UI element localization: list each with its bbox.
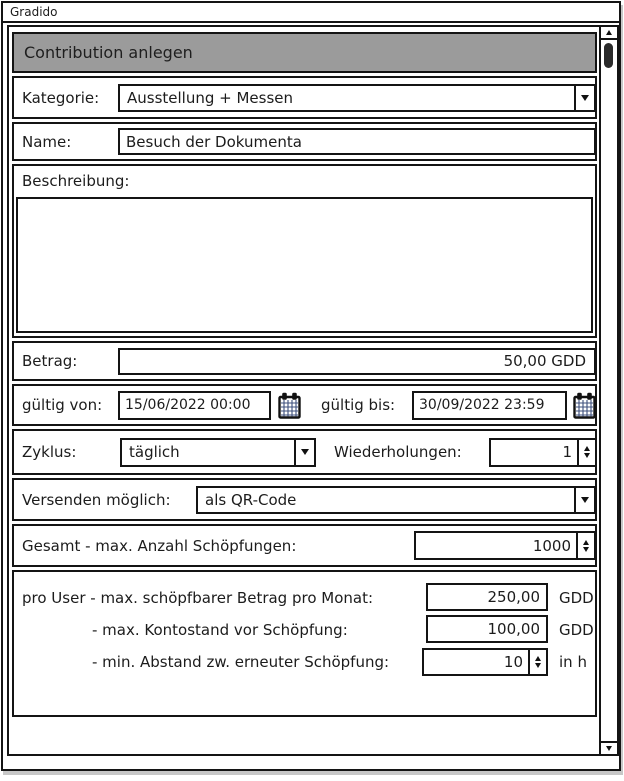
chevron-down-icon bbox=[581, 95, 589, 101]
row-gueltig bbox=[12, 384, 597, 426]
kontostand-label: - max. Kontostand vor Schöpfung: bbox=[92, 621, 348, 639]
pro-user-betrag-suffix: GDD bbox=[559, 589, 594, 607]
beschreibung-label: Beschreibung: bbox=[22, 172, 130, 190]
row-gesamt bbox=[12, 524, 597, 567]
abstand-spinner[interactable] bbox=[422, 648, 548, 676]
horizontal-scrollbar-track bbox=[7, 756, 619, 769]
abstand-suffix: in h bbox=[559, 653, 587, 671]
abstand-label: - min. Abstand zw. erneuter Schöpfung: bbox=[92, 653, 390, 671]
scrollbar-down-button[interactable] bbox=[601, 741, 617, 754]
betrag-input[interactable] bbox=[118, 348, 596, 375]
wiederholungen-label: Wiederholungen: bbox=[334, 443, 462, 461]
pro-user-betrag-input[interactable] bbox=[426, 583, 548, 611]
kategorie-dropdown-button[interactable] bbox=[574, 86, 594, 110]
gueltig-bis-calendar-button[interactable] bbox=[573, 392, 596, 419]
kontostand-input[interactable] bbox=[426, 615, 548, 643]
wiederholungen-spinner[interactable] bbox=[489, 438, 597, 467]
row-versenden bbox=[12, 478, 597, 521]
gesamt-spinner[interactable] bbox=[414, 531, 596, 560]
wiederholungen-input[interactable] bbox=[491, 440, 577, 465]
pro-user-betrag-label: pro User - max. schöpfbarer Betrag pro Monat: bbox=[22, 589, 374, 607]
spinner-up-icon bbox=[584, 446, 590, 451]
kategorie-label: Kategorie: bbox=[22, 88, 100, 107]
spinner-down-icon bbox=[535, 663, 541, 668]
row-name bbox=[12, 122, 597, 161]
kategorie-select[interactable] bbox=[118, 84, 596, 112]
gesamt-label: Gesamt - max. Anzahl Schöpfungen: bbox=[22, 536, 297, 555]
gueltig-von-input[interactable] bbox=[118, 391, 271, 420]
gueltig-bis-label: gültig bis: bbox=[321, 396, 396, 414]
row-pro-user bbox=[12, 570, 597, 717]
kontostand-suffix: GDD bbox=[559, 621, 594, 639]
abstand-spin-buttons[interactable] bbox=[528, 650, 546, 674]
versenden-label: Versenden möglich: bbox=[22, 490, 171, 509]
gesamt-input[interactable] bbox=[416, 533, 576, 558]
wiederholungen-spin-buttons[interactable] bbox=[577, 440, 595, 465]
gueltig-bis-input[interactable] bbox=[412, 391, 567, 420]
zyklus-select[interactable] bbox=[120, 438, 316, 467]
scroll-up-icon bbox=[606, 30, 612, 35]
name-input[interactable] bbox=[118, 128, 596, 155]
betrag-label: Betrag: bbox=[22, 352, 78, 370]
versenden-select[interactable] bbox=[196, 486, 596, 514]
versenden-selected-value: als QR-Code bbox=[205, 490, 297, 509]
form-header bbox=[12, 32, 597, 73]
form-header-title: Contribution anlegen bbox=[24, 43, 193, 62]
window-title: Gradido bbox=[10, 5, 58, 19]
kategorie-selected-value: Ausstellung + Messen bbox=[127, 88, 294, 107]
chevron-down-icon bbox=[301, 449, 309, 455]
spinner-up-icon bbox=[583, 540, 589, 545]
calendar-icon bbox=[573, 392, 596, 419]
gueltig-von-label: gültig von: bbox=[22, 396, 103, 414]
spinner-down-icon bbox=[584, 453, 590, 458]
row-beschreibung bbox=[12, 164, 597, 338]
app-window bbox=[1, 1, 621, 771]
gueltig-von-calendar-button[interactable] bbox=[278, 392, 301, 419]
scrollbar-thumb[interactable] bbox=[604, 43, 613, 68]
window-titlebar[interactable] bbox=[3, 3, 619, 23]
versenden-dropdown-button[interactable] bbox=[574, 488, 594, 512]
scroll-down-icon bbox=[606, 746, 612, 751]
beschreibung-textarea[interactable] bbox=[16, 197, 593, 333]
scrollbar-up-button[interactable] bbox=[601, 27, 617, 40]
zyklus-label: Zyklus: bbox=[22, 443, 77, 461]
spinner-up-icon bbox=[535, 656, 541, 661]
chevron-down-icon bbox=[581, 497, 589, 503]
gesamt-spin-buttons[interactable] bbox=[576, 533, 594, 558]
spinner-down-icon bbox=[583, 547, 589, 552]
name-label: Name: bbox=[22, 132, 72, 151]
row-kategorie bbox=[12, 76, 597, 119]
row-zyklus bbox=[12, 429, 597, 475]
vertical-scrollbar[interactable] bbox=[599, 27, 617, 754]
form-panel bbox=[7, 25, 619, 756]
zyklus-dropdown-button[interactable] bbox=[294, 440, 314, 465]
zyklus-selected-value: täglich bbox=[129, 443, 180, 461]
calendar-icon bbox=[278, 392, 301, 419]
row-betrag bbox=[12, 341, 597, 381]
abstand-input[interactable] bbox=[424, 650, 528, 674]
